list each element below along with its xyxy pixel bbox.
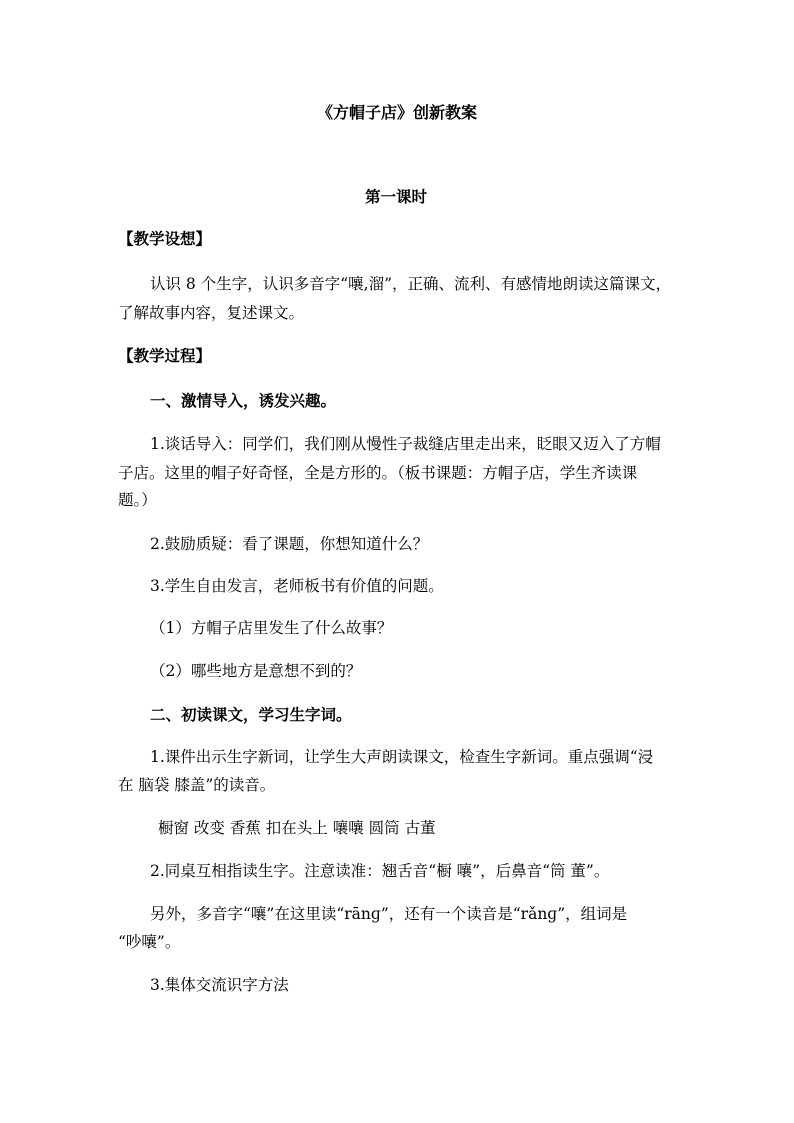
part2-words: 橱窗 改变 香蕉 扣在头上 嚷嚷 圆筒 古董 — [158, 819, 436, 837]
part2-p1-line-1: 1.课件出示生字新词，让学生大声朗读课文，检查生字新词。重点强调“浸 — [150, 748, 654, 766]
lesson-title: 第一课时 — [365, 187, 428, 206]
part1-p2: 2.鼓励质疑：看了课题，你想知道什么？ — [150, 535, 429, 553]
part1-heading: 一、激情导入，诱发兴趣。 — [150, 391, 337, 410]
part1-q1: （1）方帽子店里发生了什么故事？ — [150, 619, 393, 637]
part1-p1-line-3: 题。） — [118, 491, 157, 509]
process-heading: 【教学过程】 — [118, 346, 212, 365]
part2-p2: 2.同桌互相指读生字。注意读准：翘舌音“橱 嚷”，后鼻音“筒 董”。 — [150, 862, 610, 880]
part1-p3: 3.学生自由发言，老师板书有价值的问题。 — [150, 577, 444, 595]
part2-p3-line-2: “吵嚷”。 — [118, 933, 181, 951]
part2-p1-line-2: 在 脑袋 膝盖”的读音。 — [118, 776, 276, 794]
design-line-1: 认识 8 个生字，认识多音字“嚷,溜”，正确、流利、有感情地朗读这篇课文， — [150, 275, 671, 293]
part2-p3-line-1: 另外，多音字“嚷”在这里读“rānɡ”，还有一个读音是“rǎnɡ”，组词是 — [150, 905, 628, 923]
part2-heading: 二、初读课文，学习生字词。 — [150, 705, 352, 724]
part1-p1-line-1: 1.谈话导入：同学们，我们刚从慢性子裁缝店里走出来，眨眼又迈入了方帽 — [150, 435, 661, 453]
design-heading: 【教学设想】 — [118, 229, 212, 248]
document-title: 《方帽子店》创新教案 — [316, 103, 477, 122]
part2-p4: 3.集体交流识字方法 — [150, 976, 289, 994]
part1-p1-line-2: 子店。这里的帽子好奇怪，全是方形的。（板书课题：方帽子店，学生齐读课 — [118, 464, 638, 482]
part1-q2: （2）哪些地方是意想不到的？ — [150, 662, 362, 680]
design-line-2: 了解故事内容，复述课文。 — [118, 304, 305, 322]
